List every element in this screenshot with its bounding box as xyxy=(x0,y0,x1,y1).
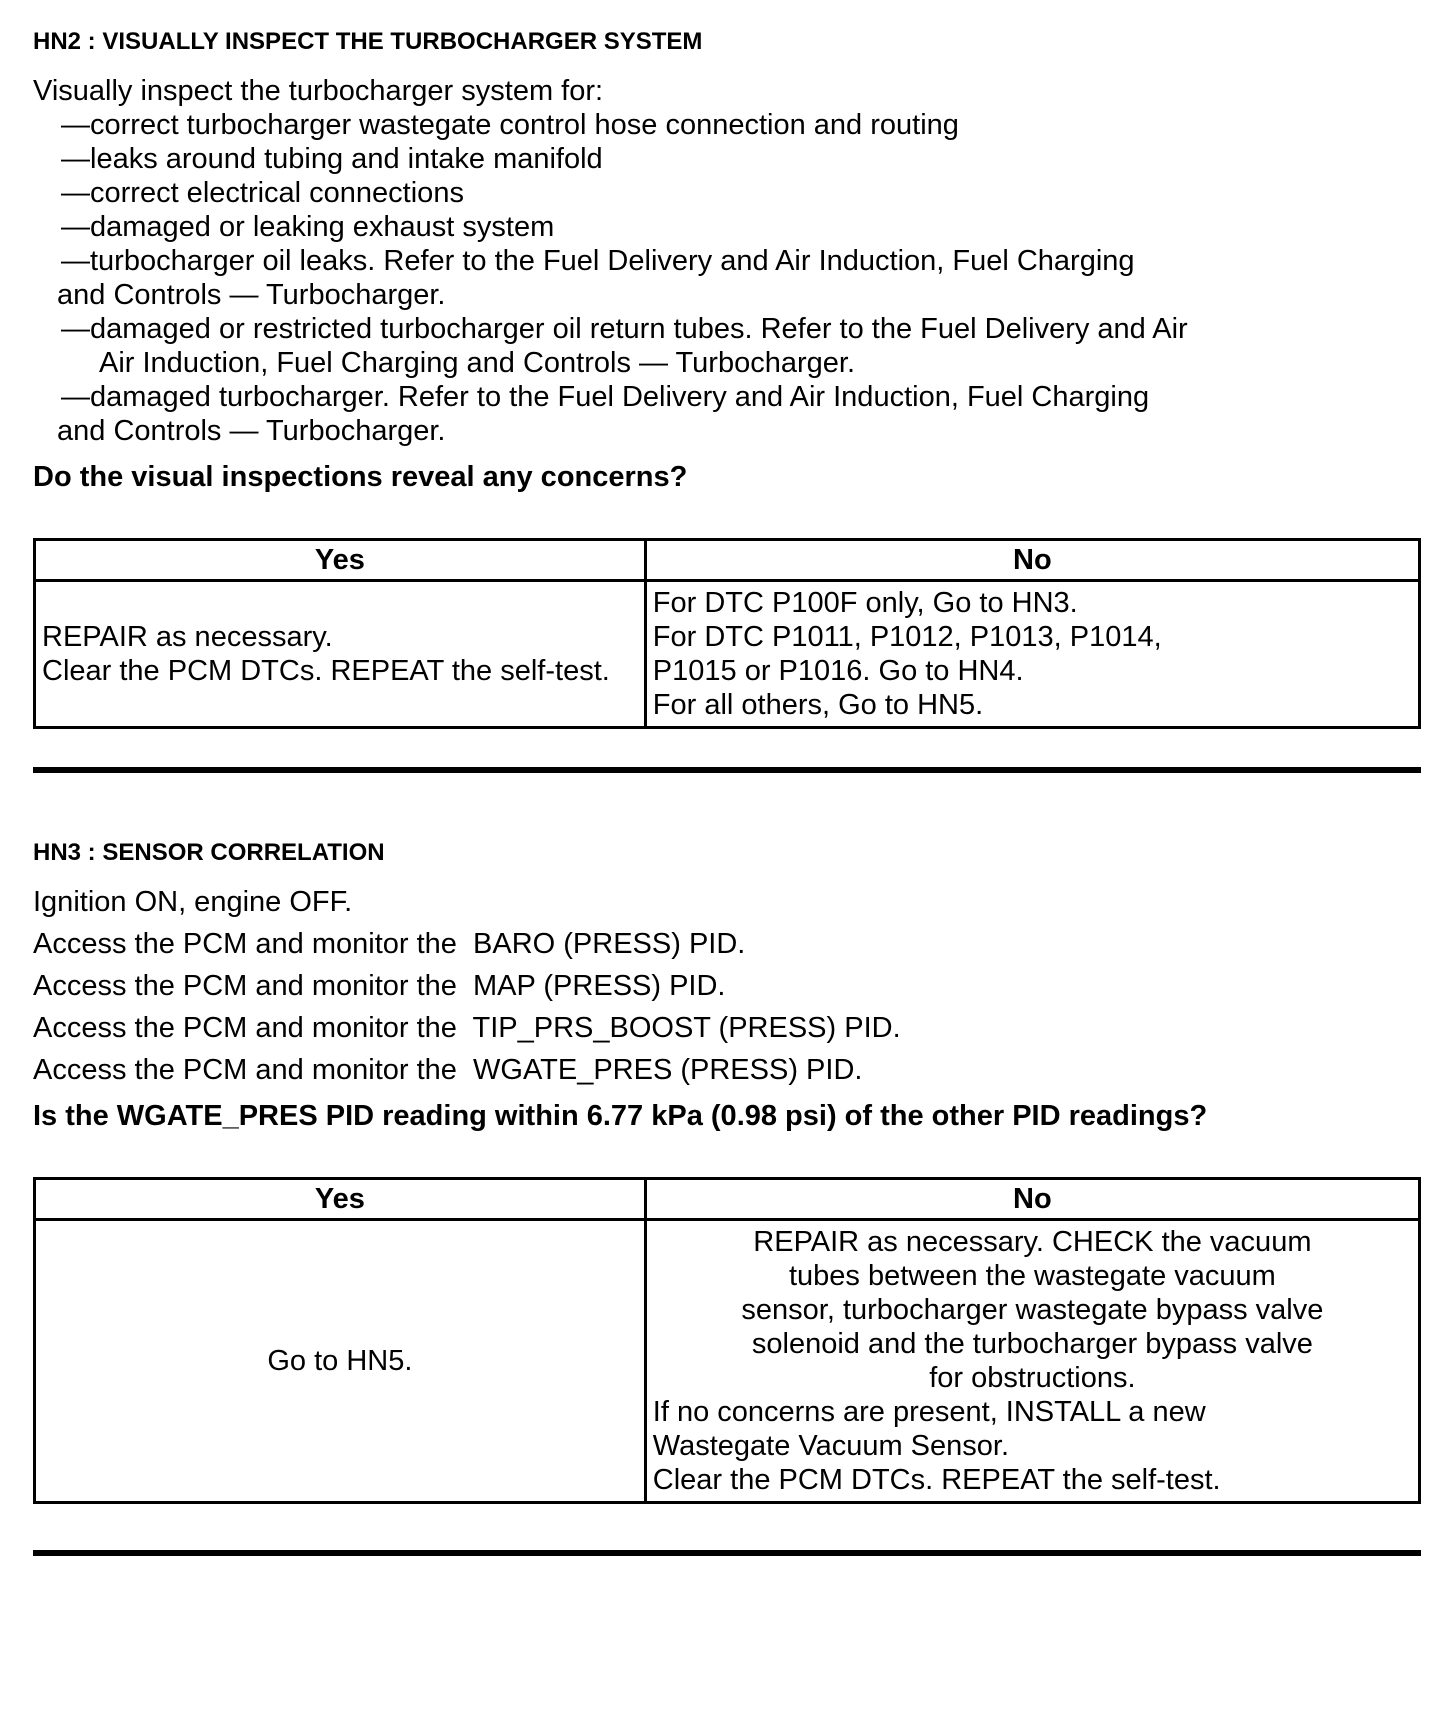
hn2-list-line: —turbocharger oil leaks. Refer to the Fuel Delivery and Air Induction, Fuel Charging xyxy=(61,245,1135,277)
hn2-yes-cell xyxy=(35,581,646,728)
hn2-list-line-continuation: and Controls — Turbocharger. xyxy=(57,279,446,311)
hn2-question: Do the visual inspections reveal any concerns? xyxy=(33,461,688,493)
hn3-no-cell-line: If no concerns are present, INSTALL a new xyxy=(652,1396,1206,1428)
hn2-procedure-text xyxy=(33,74,1421,448)
hn2-no-header: No xyxy=(645,540,1419,581)
hn3-no-cell-line: REPAIR as necessary. CHECK the vacuum xyxy=(753,1226,1312,1258)
hn2-intro-line: Visually inspect the turbocharger system for: xyxy=(33,75,604,107)
hn3-no-cell xyxy=(645,1220,1419,1503)
section-hn3 xyxy=(33,839,1421,1504)
hn3-step-line: Access the PCM and monitor the WGATE_PRES (PRESS) PID. xyxy=(33,1054,863,1086)
hn3-no-cell-line: tubes between the wastegate vacuum xyxy=(788,1260,1276,1292)
hn3-yes-cell-line: Go to HN5. xyxy=(267,1345,413,1377)
hn3-yes-header: Yes xyxy=(35,1179,646,1220)
hn3-no-cell-line: Clear the PCM DTCs. REPEAT the self-test. xyxy=(652,1464,1221,1496)
hn3-no-cell-centered-block xyxy=(653,1225,1412,1395)
hn3-step-line: Access the PCM and monitor the BARO (PRESS) PID. xyxy=(33,928,746,960)
hn3-step-line: Ignition ON, engine OFF. xyxy=(33,886,353,918)
hn3-question: Is the WGATE_PRES PID reading within 6.77 kPa (0.98 psi) of the other PID readings? xyxy=(33,1100,1208,1132)
hn3-no-header: No xyxy=(645,1179,1419,1220)
section-hn2 xyxy=(33,28,1421,729)
hn2-list-line: —correct electrical connections xyxy=(61,177,464,209)
hn2-yes-cell-line: REPAIR as necessary. xyxy=(42,621,333,653)
hn2-no-cell-line: P1015 or P1016. Go to HN4. xyxy=(652,655,1024,687)
hn2-section-heading: HN2 : VISUALLY INSPECT THE TURBOCHARGER SYSTEM xyxy=(33,28,703,55)
hn2-no-cell xyxy=(645,581,1419,728)
hn2-list-line: —damaged or leaking exhaust system xyxy=(61,211,555,243)
hn3-decision-table xyxy=(33,1177,1421,1504)
hn2-list-line-continuation: Air Induction, Fuel Charging and Controls — Turbocharger. xyxy=(99,347,856,379)
hn2-list-line: —leaks around tubing and intake manifold xyxy=(61,143,603,175)
section-divider xyxy=(33,767,1421,773)
hn3-step-line: Access the PCM and monitor the MAP (PRESS) PID. xyxy=(33,970,726,1002)
hn3-no-cell-line: Wastegate Vacuum Sensor. xyxy=(652,1430,1010,1462)
hn2-yes-cell-line: Clear the PCM DTCs. REPEAT the self-test. xyxy=(42,655,610,687)
hn3-section-heading: HN3 : SENSOR CORRELATION xyxy=(33,839,385,866)
hn3-procedure-text xyxy=(33,885,1421,1087)
hn2-no-cell-line: For all others, Go to HN5. xyxy=(652,689,984,721)
hn2-no-cell-line: For DTC P100F only, Go to HN3. xyxy=(652,587,1078,619)
hn3-no-cell-left-block xyxy=(653,1395,1412,1497)
hn2-yes-header: Yes xyxy=(35,540,646,581)
hn2-list-line: —correct turbocharger wastegate control hose connection and routing xyxy=(61,109,959,141)
hn2-list-line: —damaged or restricted turbocharger oil return tubes. Refer to the Fuel Delivery and Air xyxy=(61,313,1188,345)
hn3-step-line: Access the PCM and monitor the TIP_PRS_BOOST (PRESS) PID. xyxy=(33,1012,901,1044)
table-row xyxy=(35,1220,1420,1503)
hn3-no-cell-line: solenoid and the turbocharger bypass valve xyxy=(751,1328,1313,1360)
section-divider xyxy=(33,1550,1421,1556)
hn2-no-cell-line: For DTC P1011, P1012, P1013, P1014, xyxy=(652,621,1162,653)
table-row xyxy=(35,581,1420,728)
hn2-list-line-continuation: and Controls — Turbocharger. xyxy=(57,415,446,447)
hn3-no-cell-line: sensor, turbocharger wastegate bypass valve xyxy=(741,1294,1324,1326)
hn3-yes-cell xyxy=(35,1220,646,1503)
hn2-list-line: —damaged turbocharger. Refer to the Fuel Delivery and Air Induction, Fuel Charging xyxy=(61,381,1150,413)
hn3-no-cell-line: for obstructions. xyxy=(929,1362,1136,1394)
hn2-decision-table xyxy=(33,538,1421,729)
